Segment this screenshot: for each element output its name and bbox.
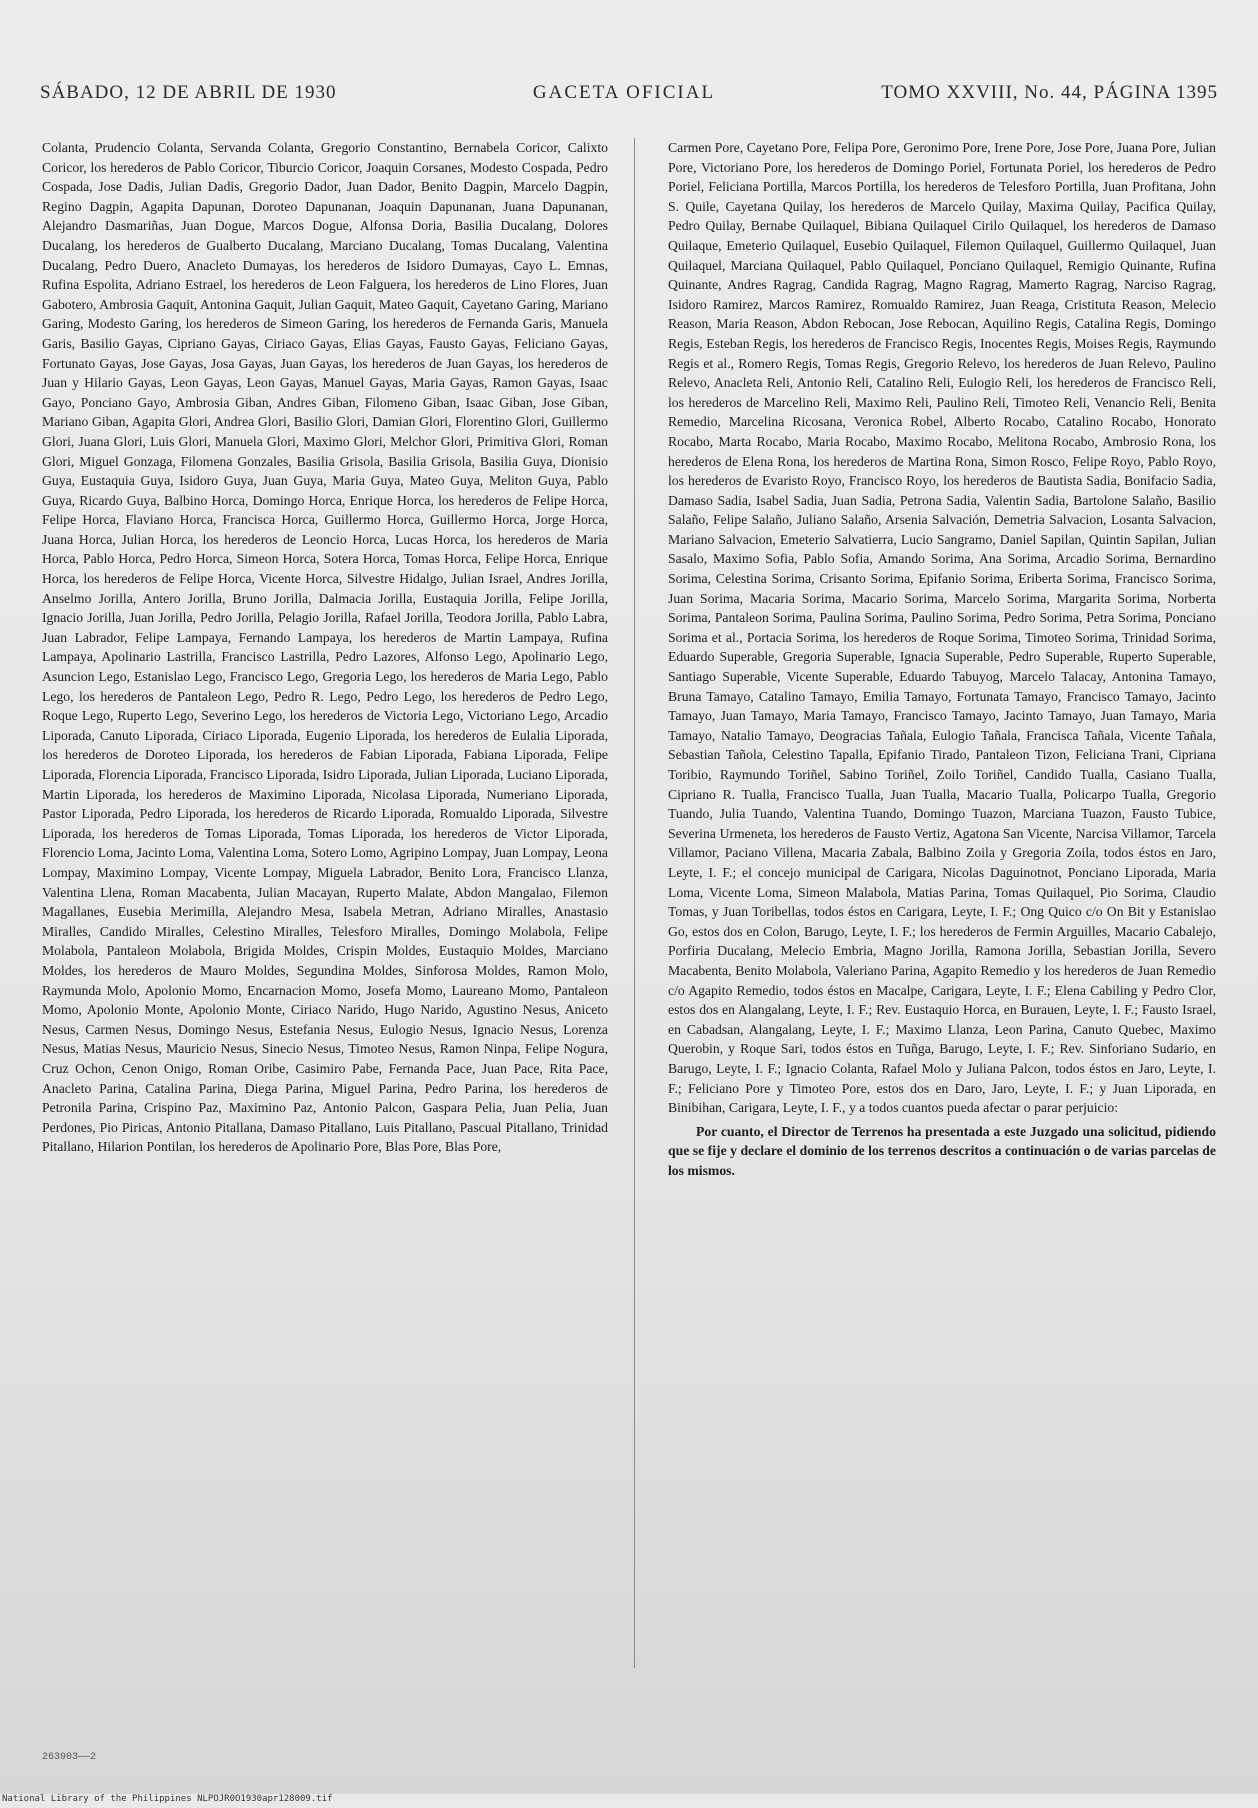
header-publication-title: GACETA OFICIAL bbox=[532, 82, 716, 103]
text-column-right bbox=[668, 138, 1216, 1700]
name-list-right: Carmen Pore, Cayetano Pore, Felipa Pore, Geronimo Pore, Irene Pore, Jose Pore, Juana Pore, Julian Pore, Victoriano Pore, los herederos de Domingo Poriel, Fortunata Poriel, los herederos de Pedro Poriel, Feliciana Portilla, Marcos Portilla, los herederos de Telesforo Portilla, Juan Profitana, John S. Quile, Cayetana Quilay, los herederos de Marcelo Quilay, Maxima Quilay, Pacifica Quilay, Pedro Quilay, Bernabe Quilaquel, Bibiana Quilaquel Cirilo Quilaquel, los herederos de Damaso Quilaque, Emeterio Quilaquel, Eusebio Quilaquel, Filemon Quilaquel, Guillermo Quilaquel, Juan Quilaquel, Marciana Quilaquel, Pablo Quilaquel, Ponciano Quilaquel, Remigio Quinante, Rufina Quinante, Andres Ragrag, Candida Ragrag, Magno Ragrag, Mamerto Ragrag, Narciso Ragrag, Isidoro Ramirez, Marcos Ramirez, Romualdo Ramirez, Juan Reaga, Cristituta Reason, Melecio Reason, Maria Reason, Abdon Rebocan, Jose Rebocan, Aquilino Regis, Catalina Regis, Domingo Regis, Esteban Regis, los herederos de Francisco Regis, Inocentes Regis, Moises Regis, Raymundo Regis et al., Romero Regis, Tomas Regis, Gregorio Relevo, los herederos de Juan Relevo, Paulino Relevo, Anacleta Reli, Antonio Reli, Catalino Reli, Eulogio Reli, los herederos de Francisco Reli, los herederos de Marcelino Reli, Maximo Reli, Paulino Reli, Timoteo Reli, Venancio Reli, Benita Remedio, Marcelina Ricosana, Veronica Robel, Alberto Rocabo, Catalino Rocabo, Honorato Rocabo, Marta Rocabo, Maria Rocabo, Maximo Rocabo, Melitona Rocabo, Ambrosio Rona, los herederos de Elena Rona, los herederos de Martina Rona, Simon Rosco, Felipe Royo, Pablo Royo, los herederos de Evaristo Royo, Francisco Royo, los herederos de Bautista Sadia, Bonifacio Sadia, Damaso Sadia, Isabel Sadia, Juan Sadia, Petrona Sadia, Valentin Sadia, Bartolone Salaño, Basilio Salaño, Felipe Salaño, Juliano Salaño, Arsenia Salvación, Demetria Salvacion, Losanta Salvacion, Mariano Salvacion, Emeterio Salvatierra, Lucio Sangramo, Daniel Sapilan, Quintin Sapilan, Julian Sasalo, Maximo Sofia, Pablo Sofia, Amando Sorima, Ana Sorima, Arcadio Sorima, Bernardino Sorima, Celestina Sorima, Crisanto Sorima, Epifanio Sorima, Eriberta Sorima, Francisco Sorima, Juan Sorima, Macaria Sorima, Macario Sorima, Marcelo Sorima, Margarita Sorima, Norberta Sorima, Pantaleon Sorima, Paulina Sorima, Paulino Sorima, Pedro Sorima, Petra Sorima, Ponciano Sorima et al., Portacia Sorima, los herederos de Roque Sorima, Timoteo Sorima, Trinidad Sorima, Eduardo Superable, Gregoria Superable, Ignacia Superable, Pedro Superable, Ruperto Superable, Santiago Superable, Vicente Superable, Eduardo Tabuyog, Marcelo Talacay, Antonina Tamayo, Bruna Tamayo, Catalino Tamayo, Emilia Tamayo, Fortunata Tamayo, Francisco Tamayo, Jacinto Tamayo, Juan Tamayo, Maria Tamayo, Francisco Tamayo, Jacinto Tamayo, Juan Tamayo, Maria Tamayo, Natalio Tamayo, Deogracias Tañala, Eulogio Tañala, Francisca Tañala, Vicente Tañala, Sebastian Tañola, Celestino Tapalla, Epifanio Tirado, Pantaleon Tizon, Feliciana Trani, Cipriana Toribio, Raymundo Toriñel, Sabino Toriñel, Zoilo Toriñel, Candido Tualla, Casiano Tualla, Cipriano R. Tualla, Francisco Tualla, Juan Tualla, Macario Tualla, Policarpo Tualla, Gregorio Tuando, Julia Tuando, Valentina Tuando, Domingo Tuazon, Marciana Tuazon, Fausto Tubice, Severina Urmeneta, los herederos de Fausto Vertiz, Agatona San Vicente, Narcisa Villamor, Tarcela Villamor, Paciano Villena, Macaria Zabala, Balbino Zoila y Gregoria Zoila, todos éstos en Jaro, Leyte, I. F.; el concejo municipal de Carigara, Nicolas Daguinotnot, Ponciano Liporada, Maria Loma, Vicente Loma, Simeon Malabola, Matias Parina, Tomas Quilaquel, Pio Sorima, Claudio Tomas, y Juan Toribellas, todos éstos en Carigara, Leyte, I. F.; Ong Quico c/o On Bit y Estanislao Go, estos dos en Colon, Barugo, Leyte, I. F.; los herederos de Fermin Arguilles, Macario Cabalejo, Porfiria Ducalang, Melecio Embria, Magno Jorilla, Ramona Jorilla, Sebastian Jorilla, Severo Macabenta, Benito Molabola, Valeriano Parina, Agapito Remedio y los herederos de Juan Remedio c/o Agapito Remedio, todos éstos en Macalpe, Carigara, Leyte, I. F.; Elena Cabiling y Pedro Clor, estos dos en Alangalang, Leyte, I. F.; Rev. Eustaquio Horca, en Burauen, Leyte, I. F.; Fausto Israel, en Cabadsan, Alangalang, Leyte, I. F.; Maximo Llanza, Leon Parina, Canuto Quebec, Maximo Querobin, y Roque Sari, todos éstos en Tuñga, Barugo, Leyte, I. F.; Rev. Sinforiano Sudario, en Barugo, Leyte, I. F.; Ignacio Colanta, Rafael Molo y Juliana Palcon, todos éstos en Jaro, Leyte, I. F.; Feliciano Pore y Timoteo Pore, estos dos en Daro, Jaro, Leyte, I. F.; y Juan Liporada, en Binibihan, Carigara, Leyte, I. F., y a todos cuantos pueda afectar o parar perjuicio: bbox=[668, 140, 1216, 1116]
closing-paragraph: Por cuanto, el Director de Terrenos ha presentada a este Juzgado una solicitud, pidiendo que se fije y declare el dominio de los terrenos descritos a continuación o de varias parcelas de los mismos. bbox=[668, 1123, 1216, 1178]
header-date: SÁBADO, 12 DE ABRIL DE 1930 bbox=[40, 82, 337, 103]
name-list-left: Colanta, Prudencio Colanta, Servanda Colanta, Gregorio Constantino, Bernabela Coricor, Calixto Coricor, los herederos de Pablo Coricor, Tiburcio Coricor, Joaquin Corsanes, Modesto Cospada, Pedro Cospada, Jose Dadis, Julian Dadis, Gregorio Dador, Juan Dador, Benito Dagpin, Marcelo Dagpin, Regino Dagpin, Agapita Dapunan, Doroteo Dapunanan, Joaquin Dapunanan, Juana Dapunanan, Alejandro Dasmariñas, Juan Dogue, Marcos Dogue, Alfonsa Doria, Basilia Ducalang, Dolores Ducalang, los herederos de Gualberto Ducalang, Marciano Ducalang, Tomas Ducalang, Valentina Ducalang, Pedro Duero, Anacleto Dumayas, los herederos de Isidoro Dumayas, Cayo L. Emnas, Rufina Espolita, Adriano Estrael, los herederos de Leon Falguera, los herederos de Lino Flores, Juan Gabotero, Ambrosia Gaquit, Antonina Gaquit, Julian Gaquit, Mateo Gaquit, Cayetano Garing, Mariano Garing, Modesto Garing, los herederos de Simeon Garing, los herederos de Fernanda Garis, Manuela Garis, Basilio Gayas, Cipriano Gayas, Ciriaco Gayas, Elias Gayas, Fausto Gayas, Feliciano Gayas, Fortunato Gayas, Jose Gayas, Josa Gayas, Juan Gayas, los herederos de Juan Gayas, los herederos de Juan y Hilario Gayas, Leon Gayas, Leon Gayas, Manuel Gayas, Maria Gayas, Ramon Gayas, Isaac Gayo, Ponciano Gayo, Ambrosia Giban, Andres Giban, Filomeno Giban, Isaac Giban, Jose Giban, Mariano Giban, Agapita Glori, Andrea Glori, Basilio Glori, Damian Glori, Florentino Glori, Guillermo Glori, Juana Glori, Luis Glori, Manuela Glori, Maximo Glori, Melchor Glori, Primitiva Glori, Roman Glori, Miguel Gonzaga, Filomena Gonzales, Basilia Grisola, Basilia Grisola, Basilia Guya, Dionisio Guya, Eustaquia Guya, Isidoro Guya, Juan Guya, Maria Guya, Mateo Guya, Meliton Guya, Pablo Guya, Ricardo Guya, Balbino Horca, Domingo Horca, Enrique Horca, los herederos de Felipe Horca, Felipe Horca, Flaviano Horca, Francisca Horca, Guillermo Horca, Guillermo Horca, Jorge Horca, Juana Horca, Julian Horca, los herederos de Leoncio Horca, Lucas Horca, los herederos de Maria Horca, Pablo Horca, Pedro Horca, Simeon Horca, Sotera Horca, Tomas Horca, Felipe Horca, Enrique Horca, los herederos de Felipe Horca, Vicente Horca, Silvestre Hidalgo, Julian Israel, Andres Jorilla, Anselmo Jorilla, Antero Jorilla, Bruno Jorilla, Dalmacia Jorilla, Eustaquia Jorilla, Felipe Jorilla, Ignacio Jorilla, Juan Jorilla, Pedro Jorilla, Pelagio Jorilla, Rafael Jorilla, Teodora Jorilla, Pablo Labra, Juan Labrador, Felipe Lampaya, Fernando Lampaya, los herederos de Martin Lampaya, Rufina Lampaya, Apolinario Lastrilla, Francisco Lastrilla, Pedro Lazores, Alfonso Lego, Apolinario Lego, Asuncion Lego, Estanislao Lego, Francisco Lego, Gregoria Lego, los herederos de Maria Lego, Pablo Lego, los herederos de Pantaleon Lego, Pedro R. Lego, Pedro Lego, los herederos de Pedro Lego, Roque Lego, Ruperto Lego, Severino Lego, los herederos de Victoria Lego, Victoriano Lego, Arcadio Liporada, Canuto Liporada, Ciriaco Liporada, Eugenio Liporada, los herederos de Eulalia Liporada, los herederos de Doroteo Liporada, los herederos de Fabian Liporada, Fabiana Liporada, Felipe Liporada, Florencia Liporada, Francisco Liporada, Isidro Liporada, Julian Liporada, Luciano Liporada, Martin Liporada, los herederos de Maximino Liporada, Nicolasa Liporada, Numeriano Liporada, Pastor Liporada, Pedro Liporada, los herederos de Ricardo Liporada, Romualdo Liporada, Silvestre Liporada, los herederos de Tomas Liporada, Tomas Liporada, los herederos de Victor Liporada, Florencio Loma, Jacinto Loma, Valentina Loma, Sotero Lomo, Agripino Lompay, Juan Lompay, Leona Lompay, Maximino Lompay, Vicente Lompay, Miguela Labrador, Benito Lora, Francisco Llanza, Valentina Llena, Roman Macabenta, Julian Macayan, Ruperto Malate, Abdon Mangalao, Filemon Magallanes, Eusebia Merimilla, Alejandro Mesa, Isabela Metran, Adriano Miralles, Anastasio Miralles, Candido Miralles, Celestino Miralles, Telesforo Miralles, Domingo Molabola, Felipe Molabola, Pantaleon Molabola, Brigida Moldes, Crispin Moldes, Eustaquio Moldes, Marciano Moldes, los herederos de Mauro Moldes, Segundina Moldes, Sinforosa Moldes, Ramon Molo, Raymunda Molo, Apolonio Momo, Encarnacion Momo, Josefa Momo, Laureano Momo, Pantaleon Momo, Apolonio Monte, Apolonio Monte, Ciriaco Narido, Hugo Narido, Agustino Nesus, Aniceto Nesus, Carmen Nesus, Domingo Nesus, Estefania Nesus, Eulogio Nesus, Ignacio Nesus, Lorenza Nesus, Matias Nesus, Mauricio Nesus, Sinecio Nesus, Timoteo Nesus, Ramon Ninpa, Felipe Nogura, Cruz Ochon, Cenon Onigo, Roman Oribe, Casimiro Pabe, Fernanda Pace, Juan Pace, Rita Pace, Anacleto Parina, Catalina Parina, Diega Parina, Miguel Parina, Pedro Parina, los herederos de Petronila Parina, Crispino Paz, Maximino Paz, Antonio Palcon, Gaspara Pelia, Juan Pelia, Juan Perdones, Pio Piricas, Antonio Pitallana, Damaso Pitallano, Luis Pitallano, Pascual Pitallano, Trinidad Pitallano, Hilarion Pontilan, los herederos de Apolinario Pore, Blas Pore, Blas Pore, bbox=[42, 140, 608, 1155]
header-volume-page: TOMO XXVIII, No. 44, PÁGINA 1395 bbox=[881, 82, 1218, 103]
text-column-left bbox=[42, 138, 608, 1700]
scan-footer: National Library of the Philippines NLPOJR0O1930apr128009.tif bbox=[0, 1794, 1258, 1808]
page-header bbox=[40, 82, 1218, 116]
column-divider bbox=[634, 138, 635, 1668]
printer-code: 263903——2 bbox=[42, 1752, 97, 1763]
